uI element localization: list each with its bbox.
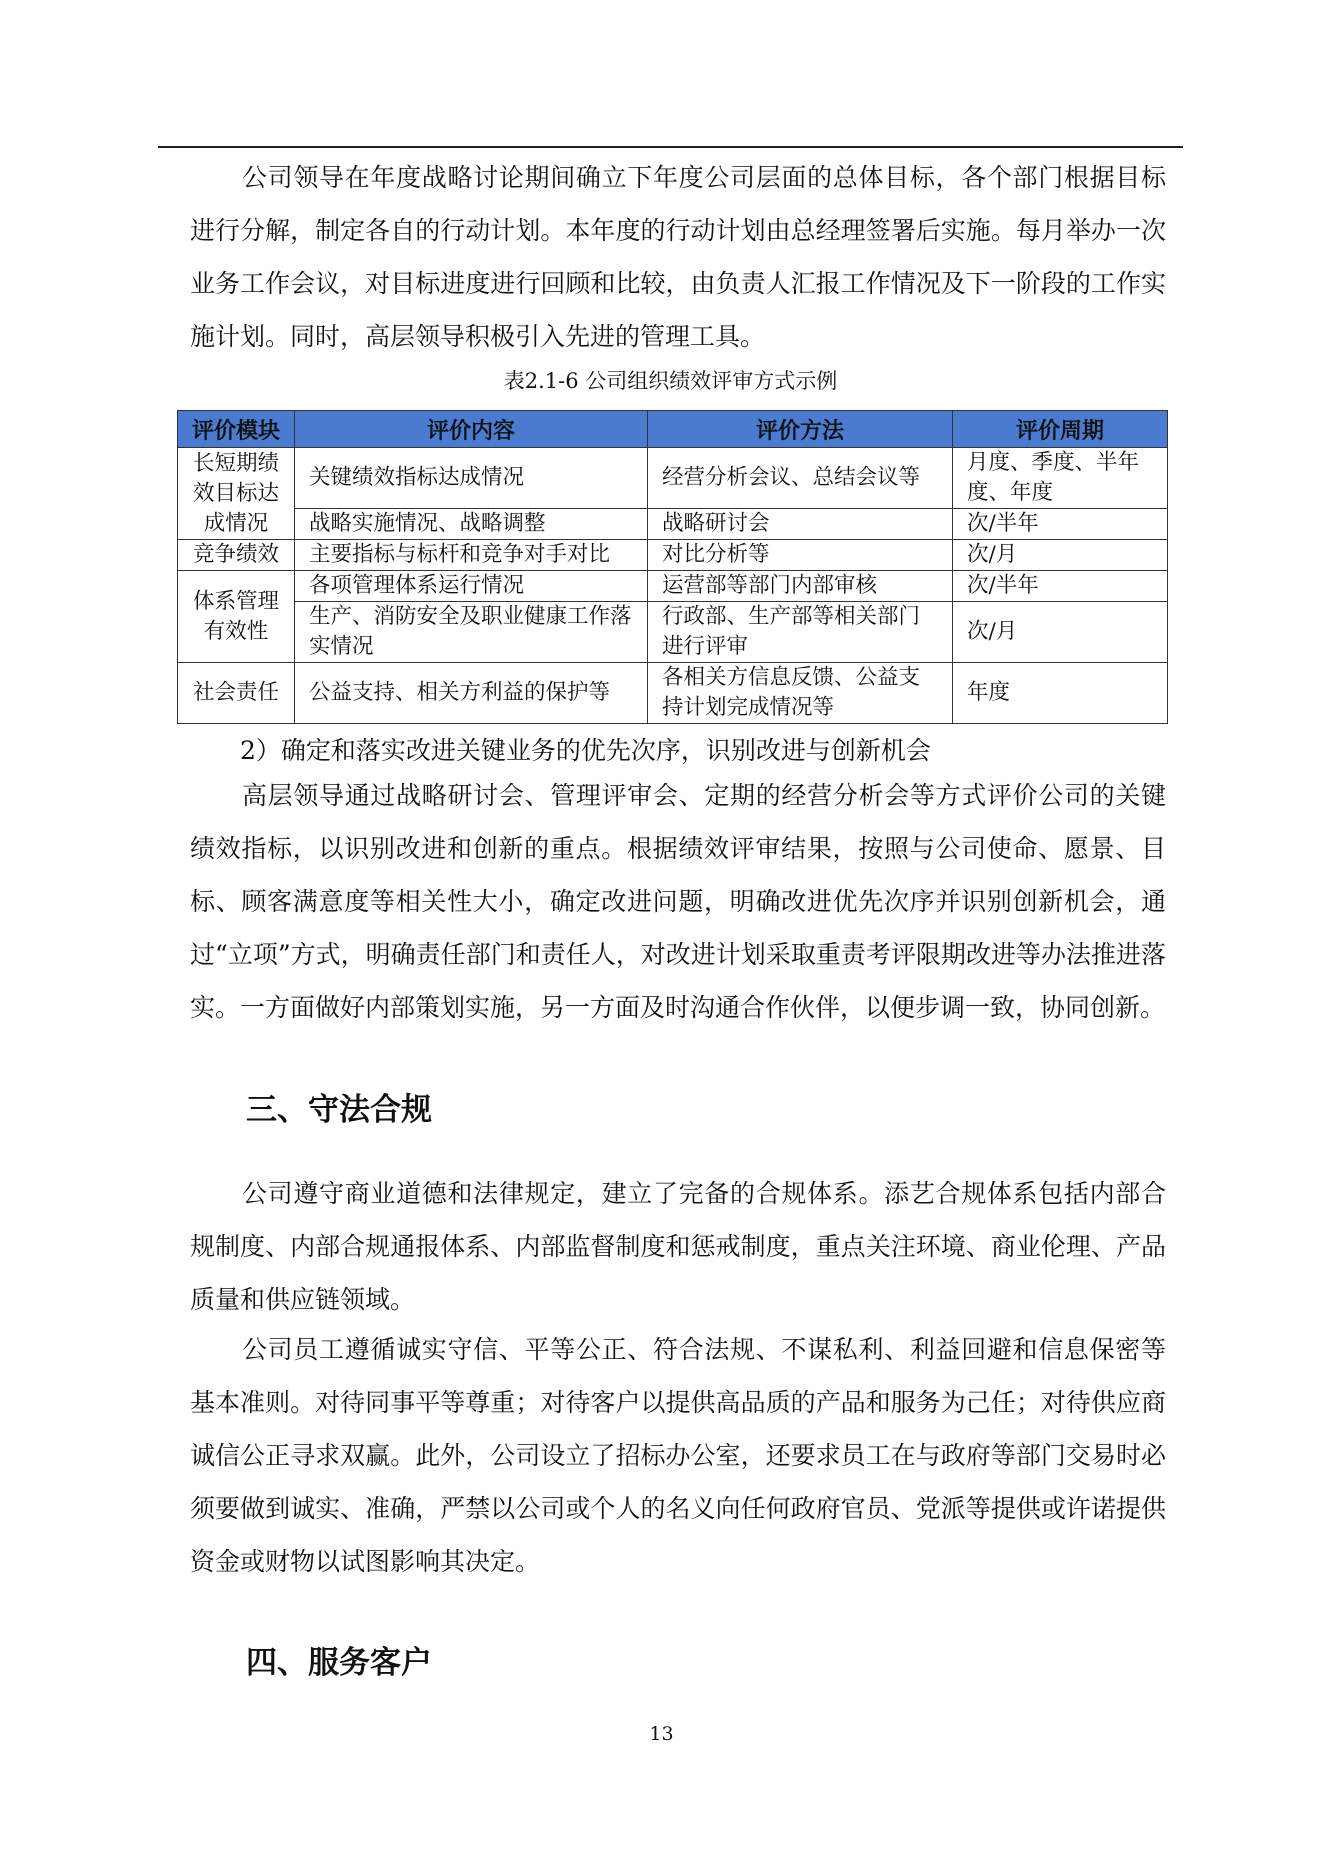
table-cell: 行政部、生产部等相关部门进行评审	[648, 602, 953, 663]
table-cell-module: 体系管理有效性	[178, 571, 295, 663]
table-cell-module: 社会责任	[178, 663, 295, 724]
column-header: 评价模块	[178, 411, 295, 448]
compliance-paragraph-2: 公司员工遵循诚实守信、平等公正、符合法规、不谋私利、利益回避和信息保密等基本准则。对待同事平等尊重；对待客户以提供高品质的产品和服务为己任；对待供应商诚信公正寻求双赢。此外，公司设立了招标办公室，还要求员工在与政府等部门交易时必须要做到诚实、准确，严禁以公司或个人的名义向任何政府官员、党派等提供或许诺提供资金或财物以试图影响其决定。	[190, 1335, 1166, 1576]
table-cell: 各相关方信息反馈、公益支持计划完成情况等	[648, 663, 953, 724]
page-number: 13	[649, 1723, 674, 1745]
table-cell: 生产、消防安全及职业健康工作落实情况	[295, 602, 648, 663]
table-cell: 各项管理体系运行情况	[295, 571, 648, 602]
table-caption: 表2.1-6 公司组织绩效评审方式示例	[503, 369, 838, 393]
table-row	[178, 602, 1168, 663]
table-cell: 战略研讨会	[648, 509, 953, 540]
section-title-customer-service: 四、服务客户	[246, 1645, 432, 1681]
table-cell: 次/月	[953, 540, 1168, 571]
column-header: 评价方法	[648, 411, 953, 448]
table-row	[178, 540, 1168, 571]
table-cell: 次/半年	[953, 509, 1168, 540]
table-cell: 经营分析会议、总结会议等	[648, 448, 953, 509]
improvement-paragraph: 高层领导通过战略研讨会、管理评审会、定期的经营分析会等方式评价公司的关键绩效指标，以识别改进和创新的重点。根据绩效评审结果，按照与公司使命、愿景、目标、顾客满意度等相关性大小，确定改进问题，明确改进优先次序并识别创新机会，通过“立项”方式，明确责任部门和责任人，对改进计划采取重责考评限期改进等办法推进落实。一方面做好内部策划实施，另一方面及时沟通合作伙伴，以便步调一致，协同创新。	[190, 781, 1166, 1022]
section-title-compliance: 三、守法合规	[246, 1092, 432, 1128]
table-cell: 年度	[953, 663, 1168, 724]
table-cell-module: 长短期绩效目标达成情况	[178, 448, 295, 540]
column-header: 评价周期	[953, 411, 1168, 448]
table-cell: 战略实施情况、战略调整	[295, 509, 648, 540]
table-cell: 运营部等部门内部审核	[648, 571, 953, 602]
intro-paragraph: 公司领导在年度战略讨论期间确立下年度公司层面的总体目标，各个部门根据目标进行分解，制定各自的行动计划。本年度的行动计划由总经理签署后实施。每月举办一次业务工作会议，对目标进度进行回顾和比较，由负责人汇报工作情况及下一阶段的工作实施计划。同时，高层领导积极引入先进的管理工具。	[190, 163, 1166, 351]
subheading-priorities: 2）确定和落实改进关键业务的优先次序，识别改进与创新机会	[240, 736, 931, 765]
table-cell: 对比分析等	[648, 540, 953, 571]
table-cell: 月度、季度、半年度、年度	[953, 448, 1168, 509]
table-cell-module: 竞争绩效	[178, 540, 295, 571]
table-row	[178, 509, 1168, 540]
table-cell: 公益支持、相关方利益的保护等	[295, 663, 648, 724]
column-header: 评价内容	[295, 411, 648, 448]
table-header-row	[178, 411, 1168, 448]
table-row	[178, 663, 1168, 724]
compliance-paragraph-1: 公司遵守商业道德和法律规定，建立了完备的合规体系。添艺合规体系包括内部合规制度、内部合规通报体系、内部监督制度和惩戒制度，重点关注环境、商业伦理、产品质量和供应链领域。	[190, 1179, 1166, 1314]
table-cell: 主要指标与标杆和竞争对手对比	[295, 540, 648, 571]
table-row	[178, 571, 1168, 602]
table-cell: 关键绩效指标达成情况	[295, 448, 648, 509]
performance-review-table	[177, 410, 1168, 724]
table-cell: 次/半年	[953, 571, 1168, 602]
table-cell: 次/月	[953, 602, 1168, 663]
header-rule	[158, 146, 1183, 148]
table-row	[178, 448, 1168, 509]
